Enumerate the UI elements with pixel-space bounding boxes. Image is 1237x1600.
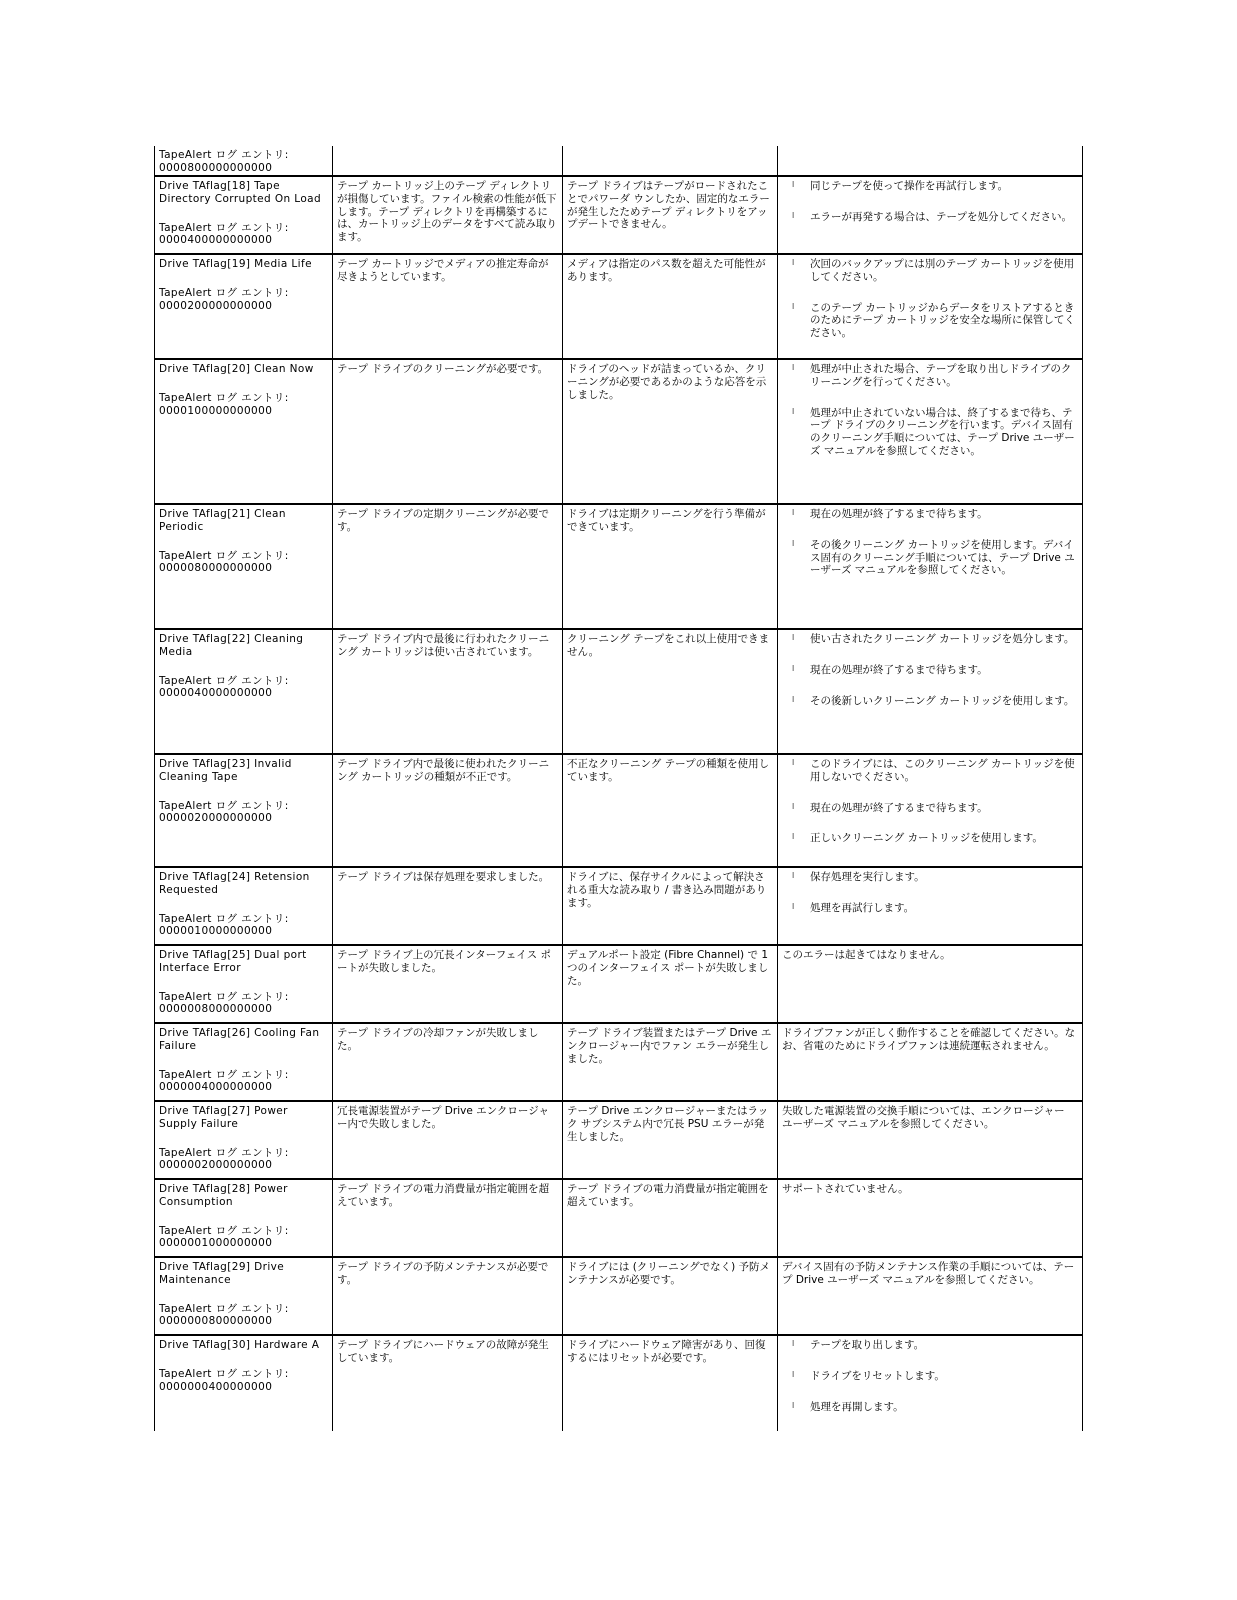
effect-cell: テープ Drive エンクロージャーまたはラック サブシステム内で冗長 PSU エラーが発生しました。 [563, 1101, 778, 1179]
flag-name: Drive TAflag[18] Tape Directory Corrupted On Load [159, 180, 322, 205]
action-list [782, 758, 1078, 845]
action-list [782, 871, 1078, 915]
log-entry-label: TapeAlert ログ エントリ: [159, 674, 289, 687]
log-entry-label: TapeAlert ログ エントリ: [159, 1146, 289, 1159]
action-item: l 保存処理を実行します。 [810, 871, 1078, 884]
effect-cell: テープ ドライブの電力消費量が指定範囲を超えています。 [563, 1179, 778, 1257]
cause-cell [333, 146, 563, 176]
action-list [782, 508, 1078, 577]
log-entry-label: TapeAlert ログ エントリ: [159, 549, 289, 562]
action-item: l 処理が中止された場合、テープを取り出しドライブのクリーニングを行ってください。 [810, 363, 1078, 389]
action-text: このエラーは起きてはなりません。 [782, 948, 951, 961]
flag-cell [155, 176, 333, 254]
effect-cell: テープ ドライブはテープがロードされたことでパワーダ ウンしたか、固定的なエラーが発生したためテープ ディレクトリをアップデートできません。 [563, 176, 778, 254]
table-row [155, 146, 1083, 176]
action-item: l 処理を再開します。 [810, 1401, 1078, 1414]
flag-name: Drive TAflag[24] Retension Requested [159, 870, 310, 896]
log-entry-code: 0000080000000000 [159, 562, 273, 575]
action-item: l このドライブには、このクリーニング カートリッジを使用しないでください。 [810, 758, 1078, 784]
log-entry-label: TapeAlert ログ エントリ: [159, 391, 289, 404]
effect-cell: ドライブには (クリーニングでなく) 予防メンテナンスが必要です。 [563, 1257, 778, 1335]
action-text: デバイス固有の予防メンテナンス作業の手順については、テープ Drive ユーザーズ マニュアルを参照してください。 [782, 1260, 1075, 1286]
flag-name: Drive TAflag[19] Media Life [159, 258, 312, 270]
action-list [782, 180, 1078, 224]
action-item: l 現在の処理が終了するまで待ちます。 [810, 664, 1078, 677]
cause-cell: テープ ドライブは保存処理を要求しました。 [333, 867, 563, 945]
action-list [782, 1339, 1078, 1413]
action-item: l このテープ カートリッジからデータをリストアするときのためにテープ カートリッジを安全な場所に保管してください。 [810, 302, 1078, 340]
flag-name: Drive TAflag[28] Power Consumption [159, 1182, 288, 1208]
flag-name: Drive TAflag[29] Drive Maintenance [159, 1260, 285, 1286]
log-entry-label: TapeAlert ログ エントリ: [159, 149, 289, 161]
log-entry-label: TapeAlert ログ エントリ: [159, 1367, 289, 1380]
action-cell [778, 359, 1083, 504]
log-entry-code: 0000001000000000 [159, 1237, 273, 1250]
cause-cell: テープ ドライブにハードウェアの故障が発生しています。 [333, 1335, 563, 1431]
cause-cell: テープ ドライブの予防メンテナンスが必要です。 [333, 1257, 563, 1335]
action-item: l ドライブをリセットします。 [810, 1370, 1078, 1383]
action-cell [778, 754, 1083, 867]
log-entry-code: 0000800000000000 [159, 161, 273, 174]
cause-cell: テープ ドライブ内で最後に行われたクリーニング カートリッジは使い古されています。 [333, 629, 563, 754]
table-row [155, 359, 1083, 504]
table-row [155, 1335, 1083, 1431]
cause-cell: テープ ドライブのクリーニングが必要です。 [333, 359, 563, 504]
log-entry-label: TapeAlert ログ エントリ: [159, 912, 289, 925]
flag-cell [155, 945, 333, 1023]
table-row [155, 1023, 1083, 1101]
log-entry-code: 0000000400000000 [159, 1380, 273, 1393]
effect-cell: テープ ドライブ装置またはテープ Drive エンクロージャー内でファン エラーが発生しました。 [563, 1023, 778, 1101]
log-entry-label: TapeAlert ログ エントリ: [159, 990, 289, 1003]
effect-cell: ドライブにハードウェア障害があり、回復するにはリセットが必要です。 [563, 1335, 778, 1431]
table-row [155, 867, 1083, 945]
table-body [155, 146, 1083, 1431]
flag-cell [155, 1023, 333, 1101]
action-cell [778, 1101, 1083, 1179]
cause-cell: テープ ドライブ上の冗長インターフェイス ポートが失敗しました。 [333, 945, 563, 1023]
log-entry-label: TapeAlert ログ エントリ: [159, 1302, 289, 1315]
cause-cell: テープ ドライブの冷却ファンが失敗しました。 [333, 1023, 563, 1101]
action-cell [778, 176, 1083, 254]
flag-cell [155, 1257, 333, 1335]
action-item: l 現在の処理が終了するまで待ちます。 [810, 508, 1078, 521]
action-cell [778, 1335, 1083, 1431]
log-entry-code: 0000010000000000 [159, 925, 273, 938]
action-list [782, 363, 1078, 458]
flag-name: Drive TAflag[21] Clean Periodic [159, 507, 286, 533]
action-text: ドライブファンが正しく動作することを確認してください。なお、省電のためにドライブファンは連続運転されません。 [782, 1026, 1076, 1052]
flag-name: Drive TAflag[26] Cooling Fan Failure [159, 1026, 320, 1052]
action-item: l 次回のバックアップには別のテープ カートリッジを使用してください。 [810, 258, 1078, 284]
cause-cell: テープ ドライブの定期クリーニングが必要です。 [333, 504, 563, 629]
table-row [155, 1101, 1083, 1179]
log-entry-code: 0000200000000000 [159, 299, 273, 312]
cause-cell: 冗長電源装置がテープ Drive エンクロージャー内で失敗しました。 [333, 1101, 563, 1179]
log-entry-code: 0000100000000000 [159, 404, 273, 417]
effect-cell: デュアルポート設定 (Fibre Channel) で 1 つのインターフェイス ポートが失敗しました。 [563, 945, 778, 1023]
flag-cell [155, 146, 333, 176]
action-cell [778, 945, 1083, 1023]
flag-cell [155, 754, 333, 867]
cause-cell: テープ カートリッジでメディアの推定寿命が尽きようとしています。 [333, 254, 563, 359]
log-entry-code: 0000000800000000 [159, 1315, 273, 1328]
log-entry-label: TapeAlert ログ エントリ: [159, 221, 289, 234]
action-item: l 使い古されたクリーニング カートリッジを処分します。 [810, 633, 1078, 646]
action-list [782, 258, 1078, 340]
action-text: サポートされていません。 [782, 1182, 909, 1195]
action-cell [778, 146, 1083, 176]
table-row [155, 629, 1083, 754]
action-cell [778, 254, 1083, 359]
action-item: l 正しいクリーニング カートリッジを使用します。 [810, 832, 1078, 845]
cause-cell: テープ ドライブ内で最後に使われたクリーニング カートリッジの種類が不正です。 [333, 754, 563, 867]
log-entry-code: 0000020000000000 [159, 812, 273, 825]
flag-name: Drive TAflag[22] Cleaning Media [159, 632, 304, 658]
log-entry-label: TapeAlert ログ エントリ: [159, 1068, 289, 1081]
flag-cell [155, 867, 333, 945]
log-entry-label: TapeAlert ログ エントリ: [159, 799, 289, 812]
action-item: l その後新しいクリーニング カートリッジを使用します。 [810, 695, 1078, 708]
effect-cell: クリーニング テープをこれ以上使用できません。 [563, 629, 778, 754]
action-item: l エラーが再発する場合は、テープを処分してください。 [810, 211, 1078, 224]
effect-cell: ドライブのヘッドが詰まっているか、クリーニングが必要であるかのような応答を示しました。 [563, 359, 778, 504]
flag-cell [155, 1101, 333, 1179]
action-cell [778, 504, 1083, 629]
log-entry-code: 0000002000000000 [159, 1159, 273, 1172]
action-item: l 現在の処理が終了するまで待ちます。 [810, 802, 1078, 815]
action-item: l 処理が中止されていない場合は、終了するまで待ち、テープ ドライブのクリーニングを行います。デバイス固有のクリーニング手順については、テープ Drive ユーザーズ マニュアルを参照してください。 [810, 407, 1078, 458]
log-entry-label: TapeAlert ログ エントリ: [159, 286, 289, 299]
action-cell [778, 1023, 1083, 1101]
flag-name: Drive TAflag[30] Hardware A [159, 1338, 320, 1351]
log-entry-code: 0000400000000000 [159, 234, 273, 247]
flag-name: Drive TAflag[25] Dual port Interface Error [159, 948, 307, 974]
effect-cell: 不正なクリーニング テープの種類を使用しています。 [563, 754, 778, 867]
cause-cell: テープ カートリッジ上のテープ ディレクトリが損傷しています。ファイル検索の性能が低下します。テープ ディレクトリを再構築するには、カートリッジ上のデータをすべて読み取ります。 [333, 176, 563, 254]
flag-cell [155, 1179, 333, 1257]
action-item: l テープを取り出します。 [810, 1339, 1078, 1352]
table-row [155, 176, 1083, 254]
table-row [155, 1257, 1083, 1335]
flag-name: Drive TAflag[23] Invalid Cleaning Tape [159, 757, 292, 783]
table-row [155, 754, 1083, 867]
cause-cell: テープ ドライブの電力消費量が指定範囲を超えています。 [333, 1179, 563, 1257]
flag-cell [155, 1335, 333, 1431]
action-text: 失敗した電源装置の交換手順については、エンクロージャー ユーザーズ マニュアルを参照してください。 [782, 1104, 1065, 1130]
table-row [155, 254, 1083, 359]
table-row [155, 945, 1083, 1023]
flag-cell [155, 359, 333, 504]
action-item: l 同じテープを使って操作を再試行します。 [810, 180, 1078, 193]
action-cell [778, 867, 1083, 945]
flag-cell [155, 629, 333, 754]
effect-cell: ドライブに、保存サイクルによって解決される重大な読み取り / 書き込み問題があります。 [563, 867, 778, 945]
effect-cell [563, 146, 778, 176]
action-cell [778, 629, 1083, 754]
action-cell [778, 1179, 1083, 1257]
action-list [782, 633, 1078, 707]
table-row [155, 504, 1083, 629]
tapealert-table [154, 146, 1083, 1431]
effect-cell: メディアは指定のパス数を超えた可能性があります。 [563, 254, 778, 359]
flag-name: Drive TAflag[20] Clean Now [159, 362, 314, 375]
log-entry-code: 0000004000000000 [159, 1081, 273, 1094]
table-row [155, 1179, 1083, 1257]
action-item: l 処理を再試行します。 [810, 902, 1078, 915]
log-entry-code: 0000040000000000 [159, 687, 273, 700]
flag-name: Drive TAflag[27] Power Supply Failure [159, 1104, 288, 1130]
flag-cell [155, 504, 333, 629]
flag-cell [155, 254, 333, 359]
action-item: l その後クリーニング カートリッジを使用します。デバイス固有のクリーニング手順については、テープ Drive ユーザーズ マニュアルを参照してください。 [810, 539, 1078, 577]
log-entry-label: TapeAlert ログ エントリ: [159, 1224, 289, 1237]
action-cell [778, 1257, 1083, 1335]
effect-cell: ドライブは定期クリーニングを行う準備ができています。 [563, 504, 778, 629]
log-entry-code: 0000008000000000 [159, 1003, 273, 1016]
